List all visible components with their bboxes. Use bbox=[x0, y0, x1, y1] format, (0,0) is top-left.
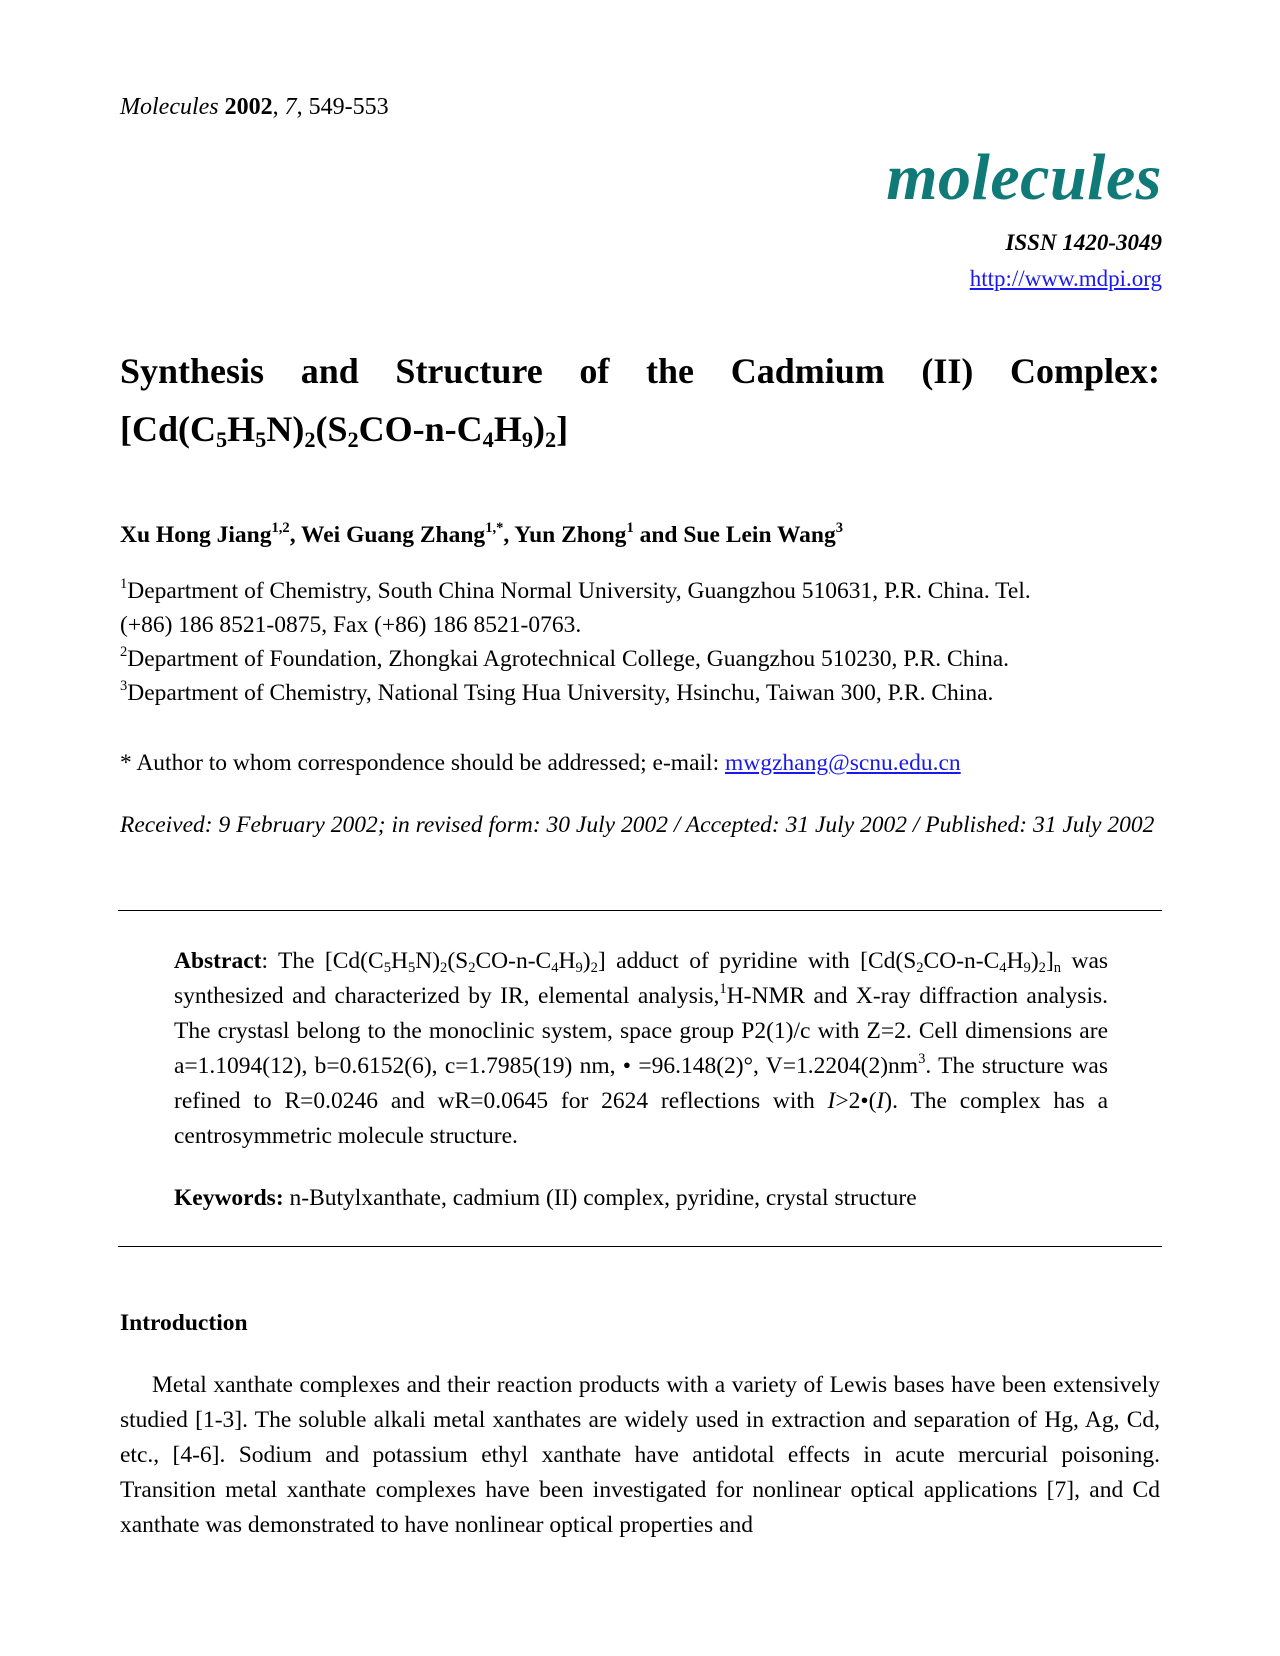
journal-url-link[interactable]: http://www.mdpi.org bbox=[969, 266, 1162, 291]
abstract: Abstract: The $[Cd(C_5H_5N)_2(S_2CO-n-C_4H_9)_2]$ adduct of pyridine with $[Cd(S_2CO-n-C_4H_9)_2]_n$ was synthesized and characterized by IR, elemental analysis,$^1$H-NMR and X-ray diffraction analysis. The crystasl belong to the monoclinic system, space group P2(1)/c with Z=2. Cell dimensions are a=1.1094(12), b=0.6152(6), c=1.7985(19) nm, • =96.148(2)°, $V=1.2204(2)nm^3$. The structure was refined to R=0.0246 and wR=0.0645 for 2624 reflections with I>2•(I). The complex has a centrosymmetric molecule structure. bbox=[174, 948, 1109, 1149]
citation: Molecules 2002, 7, 549-553 bbox=[120, 94, 389, 120]
journal-logo: molecules bbox=[886, 141, 1162, 214]
paper-title: Synthesis and Structure of the Cadmium (II) Complex: bbox=[120, 351, 1161, 391]
introduction-paragraph: Metal xanthate complexes and their reaction products with a variety of Lewis bases have been extensively studied [1-3]. The soluble alkali metal xanthates are widely used in extraction and separation of Hg, Ag, Cd, etc., [4-6]. Sodium and potassium ethyl xanthate have antidotal effects in acute mercurial poisoning. Transition metal xanthate complexes have been investigated for nonlinear optical applications [7], and Cd xanthate was demonstrated to have nonlinear optical properties and bbox=[120, 1372, 1160, 1538]
author-list: Xu Hong Jiang$^{1,2}$, Wei Guang Zhang$^{1,*}$, Yun Zhong$^1$ and Sue Lein Wang$^3$ bbox=[120, 519, 844, 548]
divider-bottom bbox=[118, 1246, 1162, 1247]
correspondence: * Author to whom correspondence should be addressed; e-mail: mwgzhang@scnu.edu.cn bbox=[120, 750, 961, 776]
email-link[interactable]: mwgzhang@scnu.edu.cn bbox=[724, 750, 961, 776]
affiliation-1: $^1$Department of Chemistry, South China Normal University, Guangzhou 510631, P.R. China. Tel. bbox=[120, 575, 1031, 604]
paper-title-formula: $[Cd(C_5H_5N)_2(S_2CO-n-C_4H_9)_2]$ bbox=[120, 409, 569, 453]
introduction-heading: Introduction bbox=[120, 1310, 248, 1336]
publication-dates: Received: 9 February 2002; in revised form: 30 July 2002 / Accepted: 31 July 2002 / Published: 31 July 2002 bbox=[120, 812, 1155, 838]
affiliation-2: $^2$Department of Foundation, Zhongkai Agrotechnical College, Guangzhou 510230, P.R. China. bbox=[120, 643, 1010, 672]
affiliation-1-cont: (+86) 186 8521-0875, Fax (+86) 186 8521-0763. bbox=[120, 612, 582, 638]
divider-top bbox=[118, 910, 1162, 911]
affiliation-3: $^3$Department of Chemistry, National Tsing Hua University, Hsinchu, Taiwan 300, P.R. China. bbox=[120, 677, 994, 706]
issn: ISSN 1420-3049 bbox=[1005, 230, 1162, 255]
keywords: Keywords: n-Butylxanthate, cadmium (II) complex, pyridine, crystal structure bbox=[174, 1185, 917, 1211]
